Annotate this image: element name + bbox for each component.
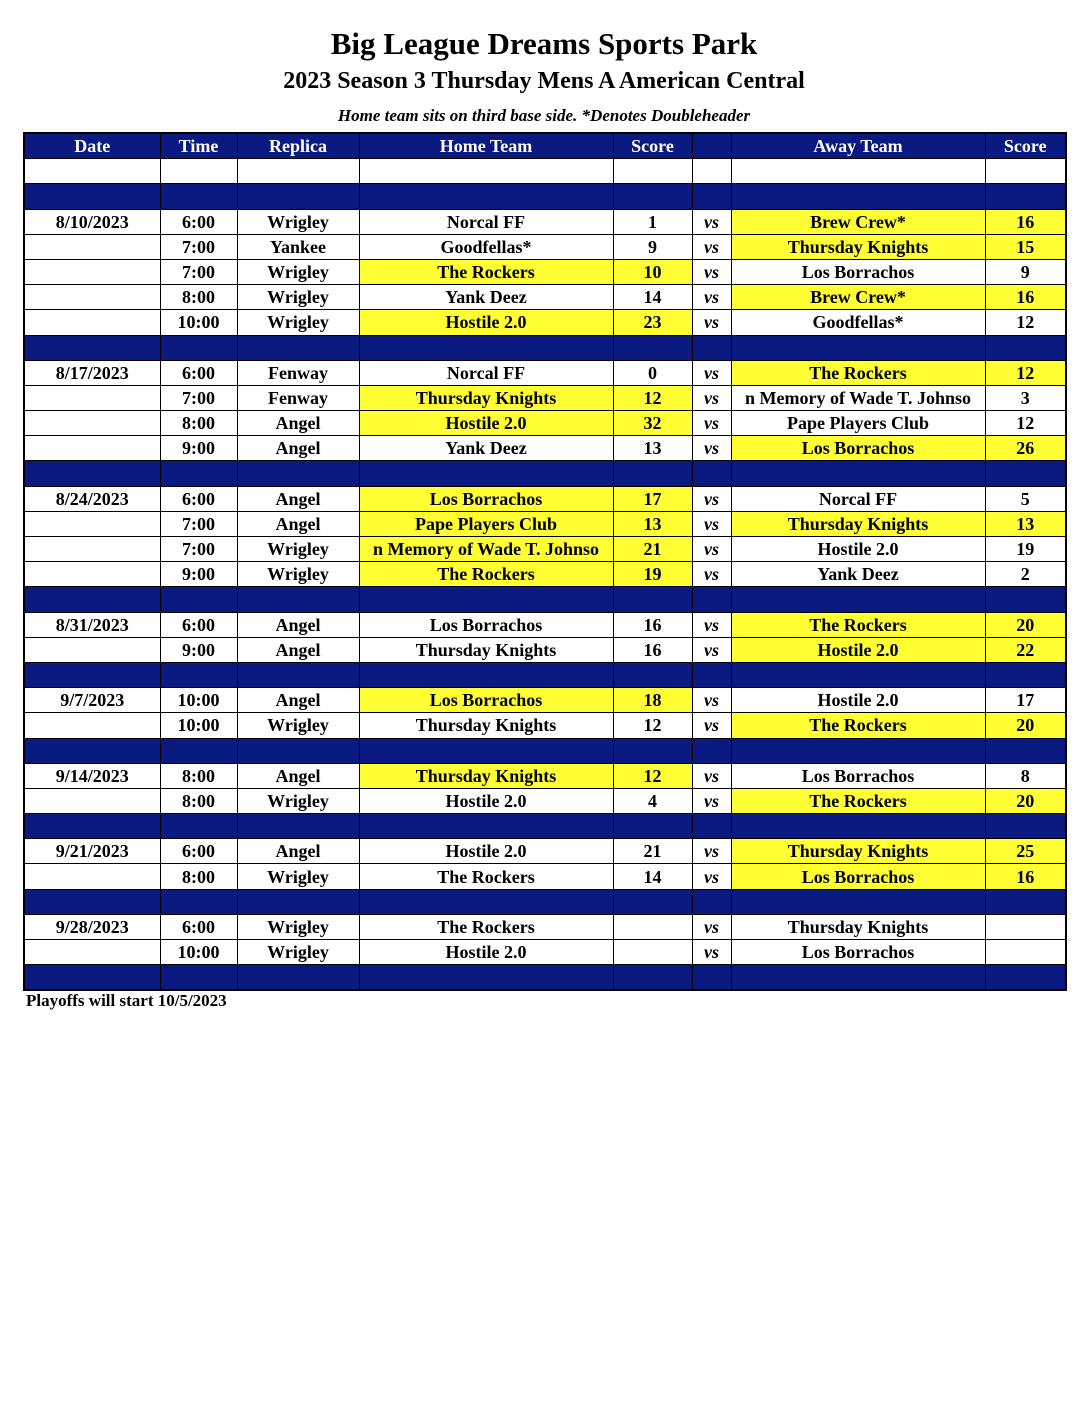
game-date [24,788,160,813]
game-row [24,360,1066,385]
vs-label: vs [692,763,731,788]
game-row [24,385,1066,410]
away-team: Thursday Knights [731,914,985,939]
away-score: 22 [985,637,1066,662]
away-score: 2 [985,562,1066,587]
away-team: Yank Deez [731,562,985,587]
home-score: 14 [613,864,692,889]
game-replica: Angel [237,637,359,662]
away-score: 12 [985,310,1066,335]
game-row [24,688,1066,713]
game-replica: Angel [237,688,359,713]
game-replica: Wrigley [237,713,359,738]
game-date: 8/10/2023 [24,209,160,234]
col-time: Time [160,133,237,159]
game-replica: Angel [237,411,359,436]
game-time: 8:00 [160,285,237,310]
home-team: Yank Deez [359,436,613,461]
game-time: 8:00 [160,864,237,889]
away-team: The Rockers [731,788,985,813]
game-date [24,864,160,889]
vs-label: vs [692,713,731,738]
col-away-team: Away Team [731,133,985,159]
away-team: Goodfellas* [731,310,985,335]
vs-label: vs [692,864,731,889]
separator-band [24,461,1066,486]
vs-label: vs [692,385,731,410]
home-score: 13 [613,436,692,461]
game-date: 9/7/2023 [24,688,160,713]
game-time: 8:00 [160,411,237,436]
separator-band [24,587,1066,612]
game-row [24,511,1066,536]
game-row [24,537,1066,562]
vs-label: vs [692,940,731,965]
away-score: 9 [985,259,1066,284]
game-date [24,637,160,662]
game-date: 9/14/2023 [24,763,160,788]
game-date: 8/24/2023 [24,486,160,511]
game-row [24,234,1066,259]
separator-band [24,662,1066,687]
home-score: 32 [613,411,692,436]
vs-label: vs [692,209,731,234]
away-score: 19 [985,537,1066,562]
game-replica: Angel [237,612,359,637]
away-score [985,914,1066,939]
game-replica: Wrigley [237,285,359,310]
home-score: 21 [613,537,692,562]
away-team: n Memory of Wade T. Johnso [731,385,985,410]
game-replica: Wrigley [237,259,359,284]
col-away-score: Score [985,133,1066,159]
home-team: Los Borrachos [359,612,613,637]
vs-label: vs [692,436,731,461]
vs-label: vs [692,310,731,335]
home-team: Hostile 2.0 [359,940,613,965]
game-row [24,637,1066,662]
away-team: Pape Players Club [731,411,985,436]
away-team: Hostile 2.0 [731,637,985,662]
away-team: Thursday Knights [731,234,985,259]
home-team: Thursday Knights [359,763,613,788]
away-team: The Rockers [731,713,985,738]
away-score: 16 [985,285,1066,310]
schedule-body [24,159,1066,991]
home-team: Yank Deez [359,285,613,310]
game-replica: Angel [237,486,359,511]
away-score: 16 [985,209,1066,234]
away-team: Brew Crew* [731,285,985,310]
home-team: Norcal FF [359,209,613,234]
game-replica: Wrigley [237,940,359,965]
page-subtitle: 2023 Season 3 Thursday Mens A American Central [283,68,805,94]
home-team: Thursday Knights [359,713,613,738]
game-time: 9:00 [160,562,237,587]
home-score [613,940,692,965]
away-team: The Rockers [731,612,985,637]
home-score: 13 [613,511,692,536]
home-score: 12 [613,713,692,738]
game-replica: Wrigley [237,310,359,335]
game-row [24,788,1066,813]
game-time: 6:00 [160,486,237,511]
game-time: 6:00 [160,612,237,637]
away-team: Los Borrachos [731,864,985,889]
away-score: 12 [985,411,1066,436]
game-time: 8:00 [160,788,237,813]
col-vs [692,133,731,159]
game-time: 7:00 [160,385,237,410]
separator-band [24,184,1066,209]
game-row [24,839,1066,864]
game-date: 8/17/2023 [24,360,160,385]
game-date [24,385,160,410]
home-score [613,914,692,939]
game-time: 8:00 [160,763,237,788]
vs-label: vs [692,537,731,562]
away-score: 20 [985,612,1066,637]
home-score: 1 [613,209,692,234]
game-date [24,234,160,259]
vs-label: vs [692,688,731,713]
away-score: 16 [985,864,1066,889]
game-date [24,310,160,335]
home-score: 12 [613,385,692,410]
home-team: Hostile 2.0 [359,310,613,335]
page-note: Home team sits on third base side. *Denotes Doubleheader [337,106,751,125]
vs-label: vs [692,411,731,436]
game-date [24,713,160,738]
home-score: 12 [613,763,692,788]
game-date [24,537,160,562]
home-score: 19 [613,562,692,587]
vs-label: vs [692,612,731,637]
game-date: 9/21/2023 [24,839,160,864]
away-score: 17 [985,688,1066,713]
home-score: 21 [613,839,692,864]
game-time: 9:00 [160,436,237,461]
game-time: 7:00 [160,537,237,562]
vs-label: vs [692,486,731,511]
away-team: Los Borrachos [731,940,985,965]
home-team: Thursday Knights [359,637,613,662]
game-date [24,511,160,536]
page-title: Big League Dreams Sports Park [330,26,758,61]
away-team: Los Borrachos [731,436,985,461]
game-row [24,612,1066,637]
home-team: Thursday Knights [359,385,613,410]
home-team: Goodfellas* [359,234,613,259]
home-score: 4 [613,788,692,813]
away-score: 5 [985,486,1066,511]
away-team: Hostile 2.0 [731,537,985,562]
game-row [24,411,1066,436]
home-team: Los Borrachos [359,486,613,511]
game-replica: Fenway [237,385,359,410]
away-score: 13 [985,511,1066,536]
home-team: Los Borrachos [359,688,613,713]
game-date [24,285,160,310]
home-team: Hostile 2.0 [359,788,613,813]
vs-label: vs [692,788,731,813]
game-row [24,914,1066,939]
game-time: 7:00 [160,234,237,259]
col-home-score: Score [613,133,692,159]
home-score: 14 [613,285,692,310]
game-replica: Wrigley [237,537,359,562]
game-time: 6:00 [160,209,237,234]
game-row [24,562,1066,587]
home-score: 16 [613,612,692,637]
away-team: The Rockers [731,360,985,385]
home-score: 9 [613,234,692,259]
away-score: 26 [985,436,1066,461]
game-date: 8/31/2023 [24,612,160,637]
away-score: 15 [985,234,1066,259]
vs-label: vs [692,360,731,385]
home-score: 23 [613,310,692,335]
game-replica: Angel [237,763,359,788]
game-time: 9:00 [160,637,237,662]
away-team: Brew Crew* [731,209,985,234]
home-team: The Rockers [359,864,613,889]
game-replica: Angel [237,436,359,461]
game-time: 7:00 [160,259,237,284]
game-date [24,259,160,284]
game-row [24,285,1066,310]
game-row [24,940,1066,965]
game-row [24,209,1066,234]
col-home-team: Home Team [359,133,613,159]
game-replica: Wrigley [237,864,359,889]
home-score: 18 [613,688,692,713]
home-score: 10 [613,259,692,284]
game-replica: Wrigley [237,914,359,939]
home-team: The Rockers [359,259,613,284]
game-row [24,486,1066,511]
game-date: 9/28/2023 [24,914,160,939]
game-replica: Yankee [237,234,359,259]
col-replica: Replica [237,133,359,159]
separator-band [24,335,1066,360]
vs-label: vs [692,285,731,310]
vs-label: vs [692,234,731,259]
game-date [24,411,160,436]
away-team: Hostile 2.0 [731,688,985,713]
game-row [24,713,1066,738]
away-score: 3 [985,385,1066,410]
game-time: 10:00 [160,688,237,713]
col-date: Date [24,133,160,159]
game-time: 6:00 [160,360,237,385]
schedule-table [23,132,1067,991]
game-row [24,310,1066,335]
game-row [24,864,1066,889]
game-replica: Wrigley [237,209,359,234]
home-score: 16 [613,637,692,662]
vs-label: vs [692,839,731,864]
game-time: 6:00 [160,839,237,864]
game-replica: Angel [237,511,359,536]
away-score: 25 [985,839,1066,864]
game-row [24,436,1066,461]
away-team: Los Borrachos [731,259,985,284]
game-replica: Wrigley [237,562,359,587]
home-team: Hostile 2.0 [359,839,613,864]
away-score: 12 [985,360,1066,385]
home-team: The Rockers [359,562,613,587]
away-score [985,940,1066,965]
home-score: 17 [613,486,692,511]
game-time: 10:00 [160,713,237,738]
vs-label: vs [692,914,731,939]
game-date [24,940,160,965]
away-score: 20 [985,788,1066,813]
game-replica: Fenway [237,360,359,385]
game-replica: Angel [237,839,359,864]
game-replica: Wrigley [237,788,359,813]
home-team: n Memory of Wade T. Johnso [359,537,613,562]
game-date [24,562,160,587]
home-team: Hostile 2.0 [359,411,613,436]
playoffs-note: Playoffs will start 10/5/2023 [26,991,227,1010]
home-team: Pape Players Club [359,511,613,536]
game-time: 10:00 [160,940,237,965]
away-score: 20 [985,713,1066,738]
separator-band [24,738,1066,763]
separator-band [24,889,1066,914]
away-team: Norcal FF [731,486,985,511]
game-time: 7:00 [160,511,237,536]
home-score: 0 [613,360,692,385]
vs-label: vs [692,259,731,284]
away-score: 8 [985,763,1066,788]
header-row [24,133,1066,159]
blank-row [24,159,1066,184]
game-row [24,763,1066,788]
vs-label: vs [692,511,731,536]
game-time: 10:00 [160,310,237,335]
away-team: Los Borrachos [731,763,985,788]
away-team: Thursday Knights [731,511,985,536]
home-team: Norcal FF [359,360,613,385]
separator-band [24,814,1066,839]
game-row [24,259,1066,284]
game-date [24,436,160,461]
vs-label: vs [692,637,731,662]
game-time: 6:00 [160,914,237,939]
separator-band [24,965,1066,991]
away-team: Thursday Knights [731,839,985,864]
vs-label: vs [692,562,731,587]
home-team: The Rockers [359,914,613,939]
